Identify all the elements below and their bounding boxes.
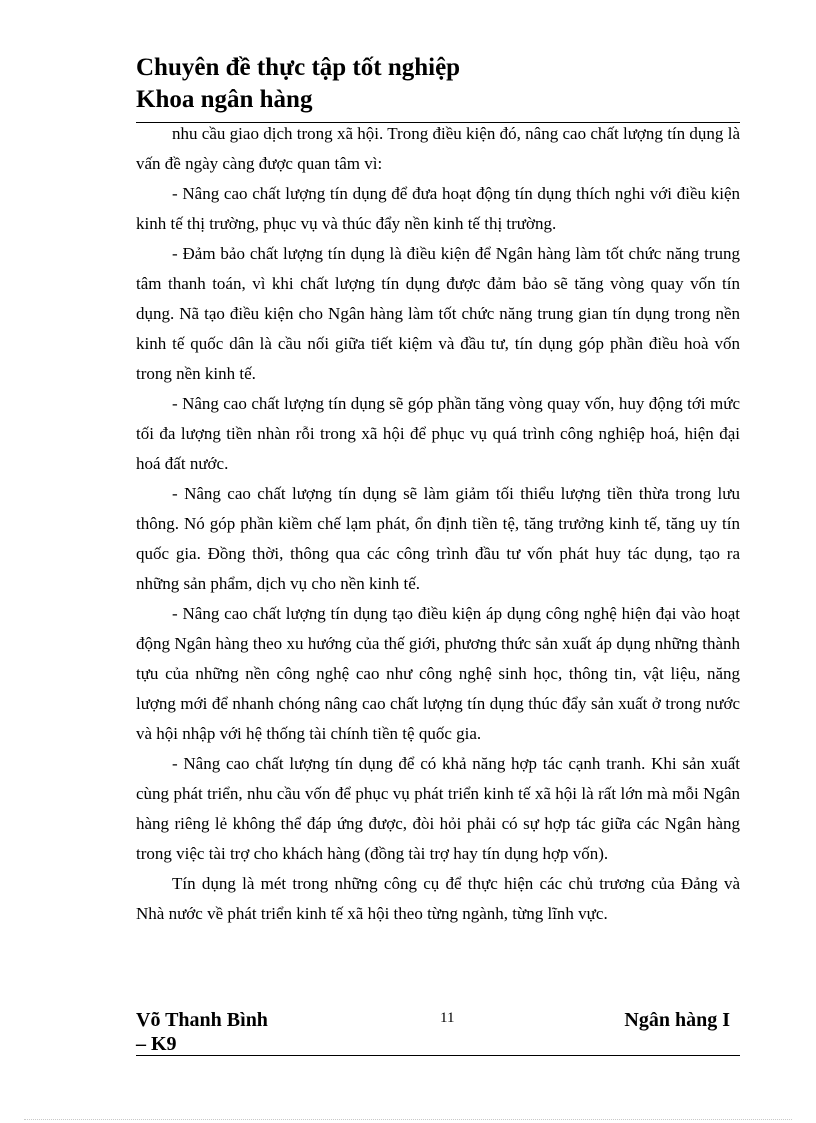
paragraph: - Đảm bảo chất lượng tín dụng là điều kiện để Ngân hàng làm tốt chức năng trung tâm thanh toán, vì khi chất lượng tín dụng được đảm bảo sẽ tăng vòng quay vốn tín dụng. Nã tạo điều kiện cho Ngân hàng làm tốt chức năng trung gian tín dụng trong nền kinh tế quốc dân là cầu nối giữa tiết kiệm và đầu tư, tín dụng góp phần điều hoà vốn trong nền kinh tế. (136, 244, 740, 383)
paragraph: - Nâng cao chất lượng tín dụng để đưa hoạt động tín dụng thích nghi với điều kiện kinh tế thị trường, phục vụ và thúc đẩy nền kinh tế thị trường. (136, 184, 740, 233)
footer-author: Võ Thanh Bình (136, 1009, 268, 1031)
body-text (136, 119, 740, 929)
paragraph: Tín dụng là mét trong những công cụ để thực hiện các chủ trương của Đảng và Nhà nước về phát triển kinh tế xã hội theo từng ngành, từng lĩnh vực. (136, 874, 740, 923)
paragraph: - Nâng cao chất lượng tín dụng tạo điều kiện áp dụng công nghệ hiện đại vào hoạt động Ngân hàng theo xu hướng của thế giới, phương thức sản xuất áp dụng những thành tựu của những nền công nghệ cao như công nghệ sinh học, thông tin, vật liệu, năng lượng mới để nhanh chóng nâng cao chất lượng tín dụng thúc đẩy sản xuất ở trong nước và hội nhập với hệ thống tài chính tiền tệ quốc gia. (136, 604, 740, 743)
header-department: Khoa ngân hàng (136, 86, 313, 113)
paragraph: - Nâng cao chất lượng tín dụng sẽ góp phần tăng vòng quay vốn, huy động tới mức tối đa lượng tiền nhàn rỗi trong xã hội để phục vụ quá trình công nghiệp hoá, hiện đại hoá đất nước. (136, 394, 740, 473)
header-title: Chuyên đề thực tập tốt nghiệp (136, 54, 461, 81)
page-footer (136, 1008, 740, 1056)
paragraph: - Nâng cao chất lượng tín dụng sẽ làm giảm tối thiểu lượng tiền thừa trong lưu thông. Nó góp phần kiềm chế lạm phát, ổn định tiền tệ, tăng trưởng kinh tế, tăng uy tín quốc gia. Đồng thời, thông qua các công trình đầu tư vốn phát huy tác dụng, tạo ra những sản phẩm, dịch vụ cho nền kinh tế. (136, 484, 740, 593)
footer-divider (136, 1055, 740, 1056)
page-edge-divider (24, 1119, 792, 1120)
footer-class: – K9 (136, 1033, 177, 1055)
paragraph: - Nâng cao chất lượng tín dụng để có khả năng hợp tác cạnh tranh. Khi sản xuất cùng phát triển, nhu cầu vốn để phục vụ phát triển kinh tế xã hội là rất lớn mà mỗi Ngân hàng riêng lẻ không thể đáp ứng được, đòi hỏi phải có sự hợp tác giữa các Ngân hàng trong việc tài trợ cho khách hàng (đồng tài trợ hay tín dụng hợp vốn). (136, 754, 740, 863)
page-header (136, 52, 740, 116)
footer-department: Ngân hàng I (624, 1009, 730, 1031)
paragraph: nhu cầu giao dịch trong xã hội. Trong điều kiện đó, nâng cao chất lượng tín dụng là vấn đề ngày càng được quan tâm vì: (136, 124, 740, 173)
page-number: 11 (440, 1010, 455, 1026)
